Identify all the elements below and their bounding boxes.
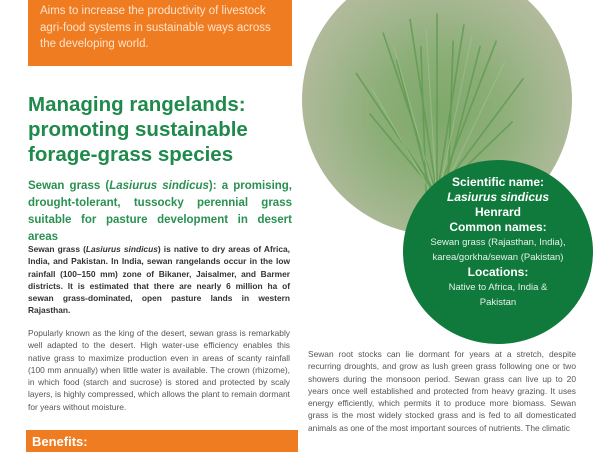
scientific-name: Lasiurus sindicus: [446, 190, 550, 204]
subtitle: [28, 178, 292, 246]
subtitle-post: ): a promising, drought-tolerant, tussocky perennial grass suitable for pasture development in desert areas: [28, 180, 293, 243]
common-names-label: Common names:: [449, 220, 547, 234]
common-name-2: karea/gorkha/sewan (Pakistan): [432, 252, 564, 263]
benefits-heading: Benefits:: [26, 430, 298, 452]
intro-paragraph: [28, 243, 290, 317]
mission-banner: [28, 0, 292, 66]
scientific-name-label: Scientific name:: [451, 175, 545, 189]
body-paragraph-right: Sewan root stocks can lie dormant for years at a stretch, despite recurring droughts, and grow as lush green grass following one or two showers during the monsoon period. Sewan grass can live up to 20 years once well established and protected from heavy grazing. It uses energy efficiently, which permits it to produce more biomass. Sewan grass is the most widely stocked grass and is fed to all domesticated animals as one of the most important sources of nutrients. The climatic: [308, 349, 576, 433]
para1-post: ) is native to dry areas of Africa, India, and Pakistan. In India, sewan rangelands occur in the low rainfall (100–150 mm) zone of Bikaner, Jaisalmer, and Barmer districts. It is estimated that there are nearly 6 million ha of sewan grass-dominated, open pasture lands in western Rajasthan.: [28, 244, 290, 316]
scientific-author: Henrard: [474, 205, 521, 219]
mission-text: Aims to increase the productivity of livestock agri-food systems in sustainable ways across the developing world.: [40, 5, 271, 50]
species-info-circle: [403, 160, 593, 344]
para1-pre: Sewan grass (: [28, 244, 86, 254]
subtitle-species: Lasiurus sindicus: [109, 180, 209, 192]
body-paragraph: Popularly known as the king of the desert, sewan grass is remarkably well adapted to the desert. High water-use efficiency enables this native grass to maximize production even in areas of scanty rainfall (100 mm annually) when little water is available. The crown (rhizome), in which food (starch and sucrose) is stored and protected by scaly layers, is highly compressed, which allows the plant to remain dormant for years without moisture.: [28, 328, 290, 412]
locations-text: Native to Africa, India & Pakistan: [448, 282, 548, 308]
locations-label: Locations:: [467, 265, 529, 279]
page-title: Managing rangelands: promoting sustainable forage-grass species: [28, 93, 248, 166]
subtitle-pre: Sewan grass (: [28, 180, 110, 192]
common-name-1: Sewan grass (Rajasthan, India),: [430, 237, 566, 248]
para1-species: Lasiurus sindicus: [85, 244, 158, 254]
